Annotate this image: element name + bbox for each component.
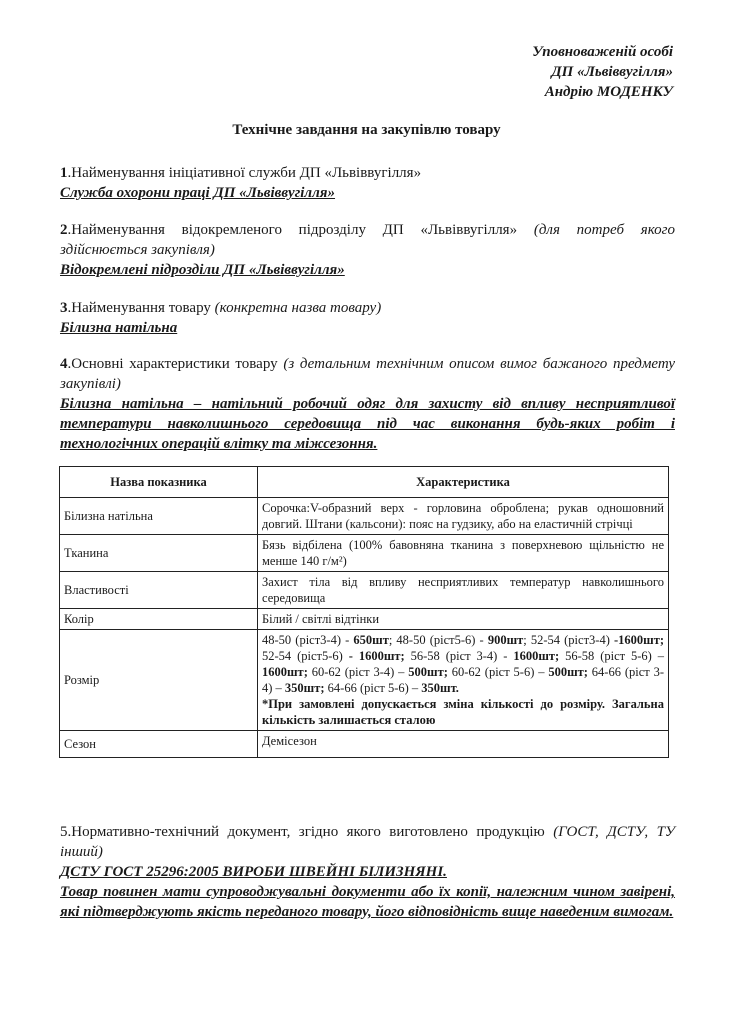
size-qty: - 1600шт;: [348, 649, 405, 663]
section-2-italic: (для потреб якого здійснюється закупівля): [60, 222, 675, 258]
size-qty: 650шт: [353, 633, 389, 647]
table-header-name: Назва показника: [60, 467, 258, 498]
size-note: *При замовлені допускається зміна кількості до розміру. Загальна кількість залишається сталою: [262, 697, 664, 727]
size-text: 48-50 (ріст3-4) -: [262, 633, 354, 647]
addressee-block: [532, 42, 673, 102]
section-5-italic: (ГОСТ, ДСТУ, ТУ інший): [60, 824, 676, 860]
size-qty: 1600шт;: [262, 665, 308, 679]
section-4-number: 4: [60, 356, 68, 372]
size-qty: 900шт: [487, 633, 524, 647]
row-value: Демісезон: [258, 731, 669, 758]
section-4-italic: (з детальним технічним описом вимог бажаного предмету закупівлі): [60, 356, 676, 392]
table-row: [60, 609, 669, 630]
row-name: Колір: [60, 609, 258, 630]
size-text: ; 48-50 (ріст5-6) -: [388, 633, 488, 647]
row-name: Властивості: [60, 572, 258, 609]
section-4: [60, 354, 675, 454]
size-qty: 350шт;: [284, 681, 325, 695]
size-text: 64-66 (ріст 5-6) –: [324, 681, 422, 695]
addressee-line-3: Андрію МОДЕНКУ: [544, 84, 673, 100]
size-qty: -1600шт;: [613, 633, 665, 647]
size-text: 56-58 (ріст 3-4) -: [404, 649, 514, 663]
section-5: [60, 822, 675, 922]
document-title: Технічне завдання на закупівлю товару: [232, 122, 501, 138]
addressee-line-2: ДП «Львіввугілля»: [551, 64, 673, 80]
table-row: [60, 731, 669, 758]
size-text: 60-62 (ріст 5-6) –: [447, 665, 549, 679]
section-3-text: .Найменування товару: [67, 300, 215, 316]
table-header-row: [60, 467, 669, 498]
section-3-italic: (конкретна назва товару): [214, 300, 382, 316]
section-4-answer: Білизна натільна – натільний робочий одяг для захисту від впливу несприятливої температури навколишнього середовища під час виконання будь-яких робіт і технологічних операцій влітку та міжсезоння.: [60, 396, 675, 452]
size-text: 60-62 (ріст 3-4) –: [307, 665, 409, 679]
row-value: Білий / світлі відтінки: [258, 609, 669, 630]
section-5-text: 5.Нормативно-технічний документ, згідно якого виготовлено продукцію: [60, 824, 554, 840]
section-2: [60, 220, 675, 280]
sizes-cell: [258, 630, 669, 731]
table-row: [60, 535, 669, 572]
table-row: [60, 630, 669, 731]
size-qty: 1600шт;: [513, 649, 560, 663]
specification-table: [59, 466, 669, 758]
size-text: ; 52-54 (ріст3-4): [523, 633, 614, 647]
row-name: Розмір: [60, 630, 258, 731]
section-5-answer-1: ДСТУ ГОСТ 25296:2005 ВИРОБИ ШВЕЙНІ БІЛИЗНЯНІ.: [60, 864, 447, 880]
section-1-answer: Служба охорони праці ДП «Львіввугілля»: [60, 185, 336, 201]
row-value: Захист тіла від впливу несприятливих температур навколишнього середовища: [258, 572, 669, 609]
section-2-number: 2: [60, 222, 68, 238]
section-2-text: .Найменування відокремленого підрозділу ДП «Львіввугілля»: [67, 222, 534, 238]
size-text: 52-54 (ріст5-6): [262, 649, 349, 663]
row-value: Бязь відбілена (100% бавовняна тканина з поверхневою щільністю не менше 140 г/м²): [258, 535, 669, 572]
size-qty: 500шт;: [548, 665, 588, 679]
section-4-text: .Основні характеристики товару: [67, 356, 284, 372]
row-name: Тканина: [60, 535, 258, 572]
size-qty: 500шт;: [408, 665, 448, 679]
section-3-number: 3: [60, 300, 68, 316]
section-1-number: 1: [60, 165, 68, 181]
table-header-characteristic: Характеристика: [258, 467, 669, 498]
size-qty: 350шт.: [421, 681, 459, 695]
size-text: 56-58 (ріст 5-6) –: [559, 649, 665, 663]
row-name: Білизна натільна: [60, 498, 258, 535]
addressee-line-1: Уповноваженій особі: [532, 44, 673, 60]
row-name: Сезон: [60, 731, 258, 758]
section-5-answer-2: Товар повинен мати супроводжувальні документи або їх копії, належним чином завірені, які підтверджують якість переданого товару, його відповідність вище наведеним вимогам.: [60, 884, 675, 920]
table-row: [60, 498, 669, 535]
section-3: [60, 298, 675, 338]
section-1: [60, 163, 675, 203]
table-row: [60, 572, 669, 609]
section-1-text: .Найменування ініціативної служби ДП «Львіввугілля»: [67, 165, 422, 181]
size-text: 64-66 (ріст 3-4) –: [262, 665, 664, 695]
section-3-answer: Білизна натільна: [60, 320, 178, 336]
row-value: Сорочка:V-образний верх - горловина оброблена; рукав одношовний довгий. Штани (кальсони): пояс на гудзику, або на еластичній стрічці: [258, 498, 669, 535]
section-2-answer: Відокремлені підрозділи ДП «Львіввугілля»: [60, 262, 345, 278]
